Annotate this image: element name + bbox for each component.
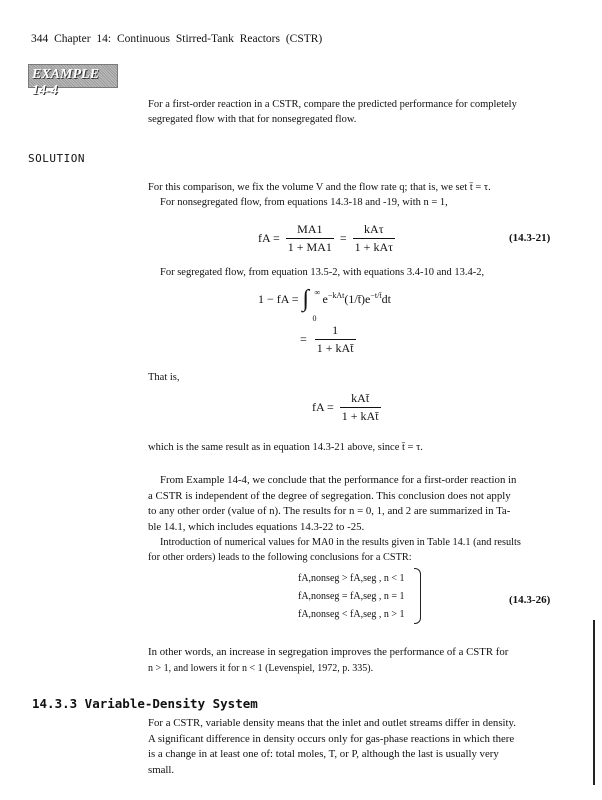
conc-cond: , n > 1	[378, 609, 405, 620]
solution-para-1	[148, 180, 491, 210]
closing-line: n > 1, and lowers it for n < 1 (Levenspiel, 1972, p. 335).	[148, 662, 374, 674]
eq3-den: 1 + kAt̄	[341, 409, 379, 423]
solution-para-2: For segregated flow, from equation 13.5-2, with equations 3.4-10 and 13.4-2,	[160, 267, 485, 278]
eq1-den2: 1 + kAτ	[354, 240, 393, 254]
example-statement-line: segregated flow with that for nonsegregated flow.	[148, 114, 357, 125]
discussion-line: Introduction of numerical values for MA0 in the results given in Table 14.1 (and results	[160, 537, 521, 548]
section-line: A significant difference in density occurs only for gas-phase reactions in which there	[148, 732, 515, 745]
equation-integral	[258, 286, 391, 323]
eq2-mid: (1/t̄)e	[344, 292, 371, 306]
eq2-dt: dt	[381, 292, 391, 306]
section-line: small.	[148, 763, 175, 776]
eq1-fraction-1	[286, 222, 334, 255]
eq1-num1: MA1	[286, 222, 334, 239]
conc-op: <	[341, 609, 348, 620]
eq2-num: 1	[315, 323, 356, 340]
eq3-lhs: fA =	[312, 400, 334, 414]
running-header: 344 Chapter 14: Continuous Stirred-Tank Reactors (CSTR)	[31, 33, 323, 45]
scan-margin-line	[591, 620, 597, 785]
eq1-den1: 1 + MA1	[287, 240, 332, 254]
discussion-line: ble 14.1, which includes equations 14.3-22 to -25.	[148, 520, 365, 533]
discussion-paragraph-2	[148, 535, 578, 565]
eq2-e: e	[322, 292, 328, 306]
eq2-equals: =	[300, 332, 307, 346]
eq2-den: 1 + kAt̄	[316, 341, 354, 355]
equation-integral-result	[300, 323, 356, 356]
eq1-fraction-2	[353, 222, 395, 255]
conc-lhs: fA,nonseg	[298, 573, 340, 584]
eq1-num2: kAτ	[353, 222, 395, 239]
integral-symbol: ∫	[302, 286, 310, 312]
discussion-line: a CSTR is independent of the degree of segregation. This conclusion does not apply	[148, 489, 511, 502]
discussion-line: for other orders) leads to the following conclusions for a CSTR:	[148, 552, 412, 563]
right-brace	[414, 568, 421, 624]
eq2-exp1: −kAt	[327, 291, 345, 300]
integral-lower: 0	[312, 314, 317, 323]
example-label-box	[28, 64, 118, 98]
eq3-fraction	[340, 391, 381, 424]
example-label: EXAMPLE 14-4	[32, 67, 99, 98]
conc-lhs: fA,nonseg	[298, 609, 340, 620]
equation-number-14-3-26: (14.3-26)	[509, 594, 551, 606]
section-line: For a CSTR, variable density means that the inlet and outlet streams differ in density.	[148, 717, 516, 729]
section-heading: 14.3.3 Variable-Density System	[32, 696, 258, 711]
solution-para-3: which is the same result as in equation 14.3-21 above, since t̄ = τ.	[148, 442, 423, 453]
integral-upper: ∞	[314, 288, 321, 297]
eq2-exp2: −t/t̄	[370, 291, 382, 300]
conclusions-block	[298, 570, 405, 624]
solution-label: SOLUTION	[28, 152, 85, 165]
conc-lhs: fA,nonseg	[298, 591, 340, 602]
integral-sign	[302, 286, 321, 323]
eq1-equals: =	[339, 231, 347, 245]
solution-line: For this comparison, we fix the volume V and the flow rate q; that is, we set t̄ = τ.	[148, 182, 491, 193]
conc-rhs: fA,seg	[350, 609, 377, 620]
equation-fa	[312, 391, 381, 424]
conc-cond: , n = 1	[378, 591, 405, 602]
example-statement-line: For a first-order reaction in a CSTR, compare the predicted performance for completely	[148, 99, 517, 110]
conclusion-row	[298, 588, 405, 606]
conc-rhs: fA,seg	[350, 573, 377, 584]
solution-line: For nonsegregated flow, from equations 14.3-18 and -19, with n = 1,	[160, 197, 448, 208]
eq1-lhs: fA =	[258, 231, 280, 245]
discussion-paragraph	[148, 473, 572, 535]
that-is-text: That is,	[148, 372, 180, 383]
closing-paragraph	[148, 645, 572, 676]
eq2-lhs: 1 − fA =	[258, 291, 299, 306]
eq3-num: kAt̄	[340, 391, 381, 408]
conclusion-row	[298, 570, 405, 588]
conc-op: =	[341, 591, 348, 602]
eq2-fraction	[315, 323, 356, 356]
conc-rhs: fA,seg	[350, 591, 377, 602]
conclusion-row	[298, 606, 405, 624]
eq2-integrand	[323, 291, 391, 307]
equation-number-14-3-21: (14.3-21)	[509, 232, 551, 244]
closing-line: In other words, an increase in segregation improves the performance of a CSTR for	[148, 646, 509, 658]
section-line: is a change in at least one of: total moles, T, or P, although the last is usually very	[148, 748, 499, 760]
conc-cond: , n < 1	[378, 573, 405, 584]
discussion-line: From Example 14-4, we conclude that the performance for a first-order reaction in	[160, 474, 517, 486]
equation-14-3-21	[258, 222, 395, 255]
conc-op: >	[341, 573, 348, 584]
section-paragraph	[148, 716, 574, 778]
example-statement	[148, 97, 517, 127]
discussion-line: to any other order (value of n). The results for n = 0, 1, and 2 are summarized in Ta-	[148, 505, 511, 517]
